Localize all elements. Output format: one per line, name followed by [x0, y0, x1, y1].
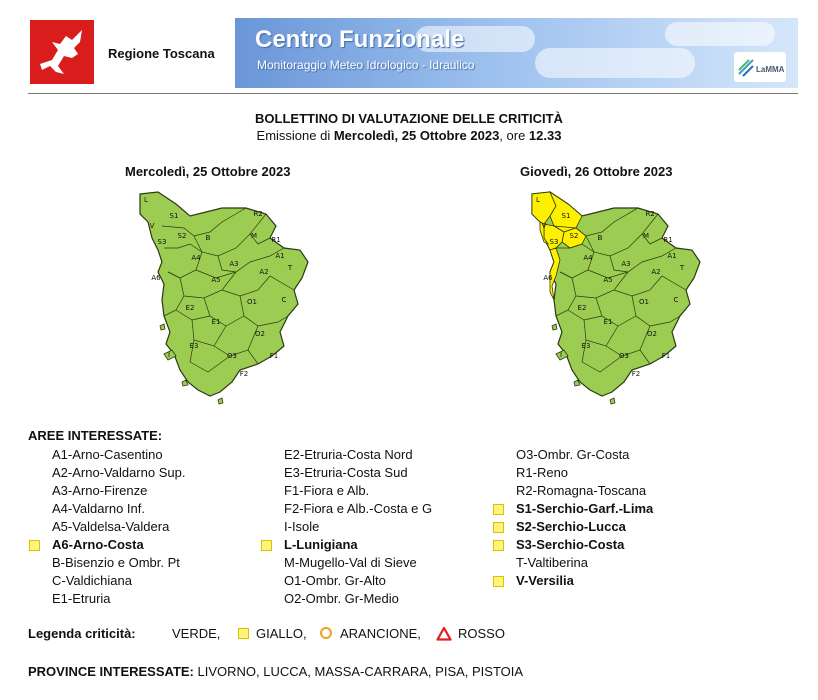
zone-label-s1: S1 [169, 212, 179, 220]
pegasus-logo-icon [30, 20, 94, 84]
area-label: O3-Ombr. Gr-Costa [516, 447, 630, 462]
zone-label-o1: O1 [247, 298, 257, 306]
area-label: E3-Etruria-Costa Sud [284, 465, 408, 480]
area-label: S3-Serchio-Costa [516, 537, 625, 552]
bulletin-title: BOLLETTINO DI VALUTAZIONE DELLE CRITICITÀ [255, 111, 563, 126]
tuscany-map-day1 [118, 186, 318, 408]
zone-label-r2: R2 [253, 210, 263, 218]
emission-date: Mercoledì, 25 Ottobre 2023 [333, 128, 500, 143]
zone-label-s3: S3 [549, 238, 559, 246]
emission-mid: , ore [499, 128, 529, 143]
lamma-logo-text: LaMMA [756, 65, 785, 74]
zone-label-l: L [536, 196, 540, 204]
header-divider [28, 93, 798, 94]
island-giannutri [218, 398, 223, 404]
zone-label-o3: O3 [227, 352, 237, 360]
zone-label-m: M [250, 232, 258, 240]
yellow-alert-icon [493, 522, 504, 533]
zone-label-o2: O2 [647, 330, 657, 338]
centro-funzionale-banner [235, 18, 798, 88]
map-date-day2: Giovedì, 26 Ottobre 2023 [520, 164, 673, 179]
area-label: C-Valdichiana [52, 573, 132, 588]
zone-label-c: C [673, 296, 679, 304]
yellow-alert-icon [493, 576, 504, 587]
zone-label-m: M [642, 232, 650, 240]
zone-label-e1: E1 [603, 318, 613, 326]
area-label: I-Isole [284, 519, 320, 534]
zone-label-e3: E3 [189, 342, 199, 350]
island-capraia [552, 324, 557, 330]
banner-title: Centro Funzionale [255, 26, 465, 53]
yellow-alert-icon [29, 540, 40, 551]
zone-label-e1: E1 [211, 318, 221, 326]
zone-label-f1: F1 [269, 352, 279, 360]
emission-prefix: Emissione di [256, 128, 334, 143]
zone-label-r1: R1 [663, 236, 673, 244]
area-label: A5-Valdelsa-Valdera [52, 519, 170, 534]
zone-label-v: V [541, 222, 547, 230]
area-label: A6-Arno-Costa [52, 537, 144, 552]
area-label: F1-Fiora e Alb. [284, 483, 370, 498]
area-label: O1-Ombr. Gr-Alto [284, 573, 386, 588]
tuscany-map-day2 [510, 186, 710, 408]
yellow-alert-icon [493, 504, 504, 515]
zone-label-s3: S3 [157, 238, 167, 246]
zone-label-f2: F2 [631, 370, 641, 378]
area-label: A3-Arno-Firenze [52, 483, 148, 498]
area-label: R2-Romagna-Toscana [516, 483, 647, 498]
header [0, 0, 818, 96]
legend-label: Legenda criticità: [28, 626, 136, 641]
lamma-logo-icon [734, 52, 786, 82]
zone-label-a6: A6 [543, 274, 553, 282]
zone-label-f2: F2 [239, 370, 249, 378]
area-label: O2-Ombr. Gr-Medio [284, 591, 399, 606]
zone-label-a1: A1 [667, 252, 677, 260]
area-label: L-Lunigiana [284, 537, 358, 552]
area-label: V-Versilia [516, 573, 574, 588]
zone-label-e2: E2 [185, 304, 195, 312]
zone-label-l: L [144, 196, 148, 204]
region-name: Regione Toscana [108, 46, 215, 61]
provinces-list: LIVORNO, LUCCA, MASSA-CARRARA, PISA, PISTOIA [193, 664, 524, 679]
zone-label-i: I [559, 351, 563, 359]
area-label: A2-Arno-Valdarno Sup. [52, 465, 186, 480]
legend-giallo: GIALLO, [256, 626, 307, 641]
legend-arancione: ARANCIONE, [340, 626, 421, 641]
map-date-day1: Mercoledì, 25 Ottobre 2023 [125, 164, 291, 179]
orange-circle-icon [320, 627, 332, 639]
area-label: E2-Etruria-Costa Nord [284, 447, 413, 462]
zone-label-e2: E2 [577, 304, 587, 312]
zone-label-o2: O2 [255, 330, 265, 338]
zone-label-a5: A5 [211, 276, 221, 284]
yellow-alert-icon [493, 540, 504, 551]
zone-label-a3: A3 [621, 260, 631, 268]
area-label: A4-Valdarno Inf. [52, 501, 145, 516]
area-label: E1-Etruria [52, 591, 111, 606]
red-triangle-icon [436, 626, 452, 641]
zone-label-b: B [205, 234, 211, 242]
yellow-square-icon [238, 628, 249, 639]
provinces-label: PROVINCE INTERESSATE: [28, 664, 194, 679]
island-capraia [160, 324, 165, 330]
zone-label-b: B [597, 234, 603, 242]
yellow-alert-icon [261, 540, 272, 551]
area-label: S1-Serchio-Garf.-Lima [516, 501, 654, 516]
zone-label-a4: A4 [191, 254, 201, 262]
bulletin-emission [0, 128, 818, 143]
zone-label-o3: O3 [619, 352, 629, 360]
area-label: S2-Serchio-Lucca [516, 519, 626, 534]
zone-label-s1: S1 [561, 212, 571, 220]
zone-label-a2: A2 [651, 268, 661, 276]
areas-title: AREE INTERESSATE: [28, 428, 163, 443]
legend-verde: VERDE, [172, 626, 221, 641]
provinces [28, 664, 523, 679]
zone-label-a5: A5 [603, 276, 613, 284]
zone-label-f1: F1 [661, 352, 671, 360]
zone-label-r2: R2 [645, 210, 655, 218]
legend-rosso: ROSSO [458, 626, 505, 641]
zone-label-s2: S2 [569, 232, 579, 240]
zone-label-t: T [287, 264, 293, 272]
zone-label-c: C [281, 296, 287, 304]
zone-label-s2: S2 [177, 232, 187, 240]
emission-time: 12.33 [528, 128, 562, 143]
zone-label-e3: E3 [581, 342, 591, 350]
zone-label-a6: A6 [151, 274, 161, 282]
zone-label-a1: A1 [275, 252, 285, 260]
zone-label-a3: A3 [229, 260, 239, 268]
area-label: F2-Fiora e Alb.-Costa e G [284, 501, 433, 516]
map-region-shape [140, 192, 308, 396]
area-label: M-Mugello-Val di Sieve [284, 555, 417, 570]
banner-subtitle: Monitoraggio Meteo Idrologico - Idraulico [257, 58, 475, 72]
area-label: T-Valtiberina [516, 555, 589, 570]
zone-label-r1: R1 [271, 236, 281, 244]
zone-label-o1: O1 [639, 298, 649, 306]
island-giannutri [610, 398, 615, 404]
zone-label-i: I [167, 351, 171, 359]
zone-label-v: V [149, 222, 155, 230]
area-label: A1-Arno-Casentino [52, 447, 163, 462]
zone-label-a2: A2 [259, 268, 269, 276]
area-label: R1-Reno [516, 465, 569, 480]
zone-label-a4: A4 [583, 254, 593, 262]
zone-label-t: T [679, 264, 685, 272]
area-label: B-Bisenzio e Ombr. Pt [52, 555, 180, 570]
